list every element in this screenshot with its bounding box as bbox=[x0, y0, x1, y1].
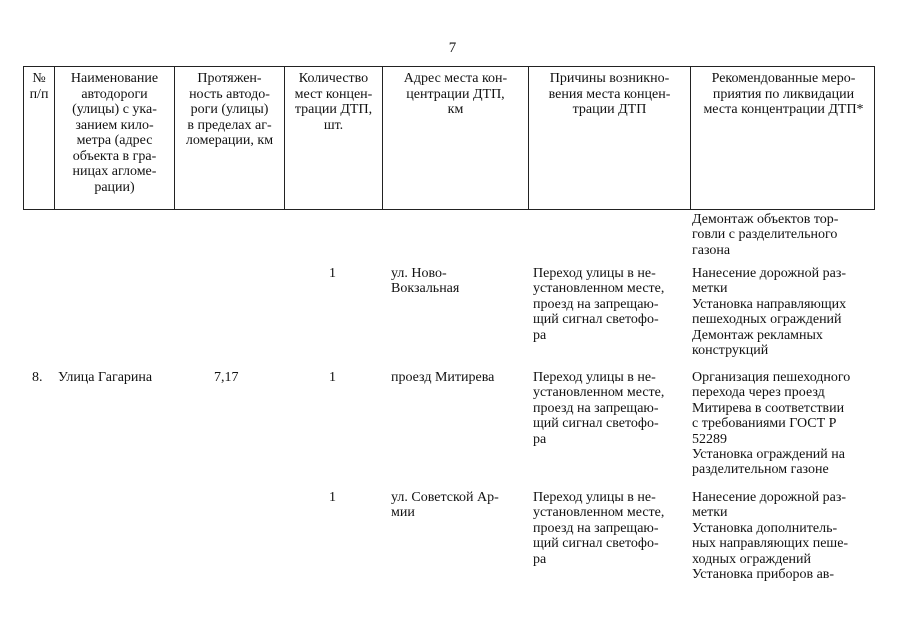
table-header bbox=[23, 66, 875, 210]
entry-count: 1 bbox=[329, 266, 336, 281]
continued-measures: Демонтаж объектов тор- говли с разделительного газона bbox=[692, 212, 839, 258]
road-name: Улица Гагарина bbox=[58, 370, 153, 385]
entry-measures: Нанесение дорожной раз- метки Установка дополнитель- ных направляющих пеше- ходных ограждений Установка приборов ав- bbox=[692, 490, 849, 583]
road-length: 7,17 bbox=[214, 370, 239, 385]
header-spot-address: Адрес места кон- центрации ДТП, км bbox=[403, 71, 508, 117]
header-road-name: Наименование автодороги (улицы) с ука- занием кило- метра (адрес объекта в гра- ницах агломе- рации) bbox=[70, 71, 159, 195]
entry-count: 1 bbox=[329, 370, 336, 385]
header-reasons: Причины возникно- вения места концен- трации ДТП bbox=[548, 71, 671, 117]
header-measures: Рекомендованные меро- приятия по ликвидации места концентрации ДТП* bbox=[703, 71, 864, 117]
header-spot-count: Количество мест концен- трации ДТП, шт. bbox=[294, 71, 373, 133]
entry-reason: Переход улицы в не- установленном месте, проезд на запрещаю- щий сигнал светофо- ра bbox=[533, 370, 665, 447]
entry-measures: Нанесение дорожной раз- метки Установка направляющих пешеходных ограждений Демонтаж рекламных конструкций bbox=[692, 266, 847, 359]
header-number: № п/п bbox=[29, 71, 49, 102]
entry-address: проезд Митирева bbox=[391, 370, 495, 385]
entry-measures: Организация пешеходного перехода через проезд Митирева в соответствии с требованиями ГОСТ Р 52289 Установка ограждений на разделительном газоне bbox=[692, 370, 851, 478]
entry-reason: Переход улицы в не- установленном месте, проезд на запрещаю- щий сигнал светофо- ра bbox=[533, 490, 665, 567]
entry-address: ул. Советской Ар- мии bbox=[391, 490, 499, 521]
entry-reason: Переход улицы в не- установленном месте, проезд на запрещаю- щий сигнал светофо- ра bbox=[533, 266, 665, 343]
entry-address: ул. Ново- Вокзальная bbox=[391, 266, 460, 297]
road-number: 8. bbox=[32, 370, 43, 385]
entry-count: 1 bbox=[329, 490, 336, 505]
page-number: 7 bbox=[448, 40, 457, 56]
header-road-length: Протяжен- ность автодо- роги (улицы) в пределах аг- ломерации, км bbox=[185, 71, 274, 148]
